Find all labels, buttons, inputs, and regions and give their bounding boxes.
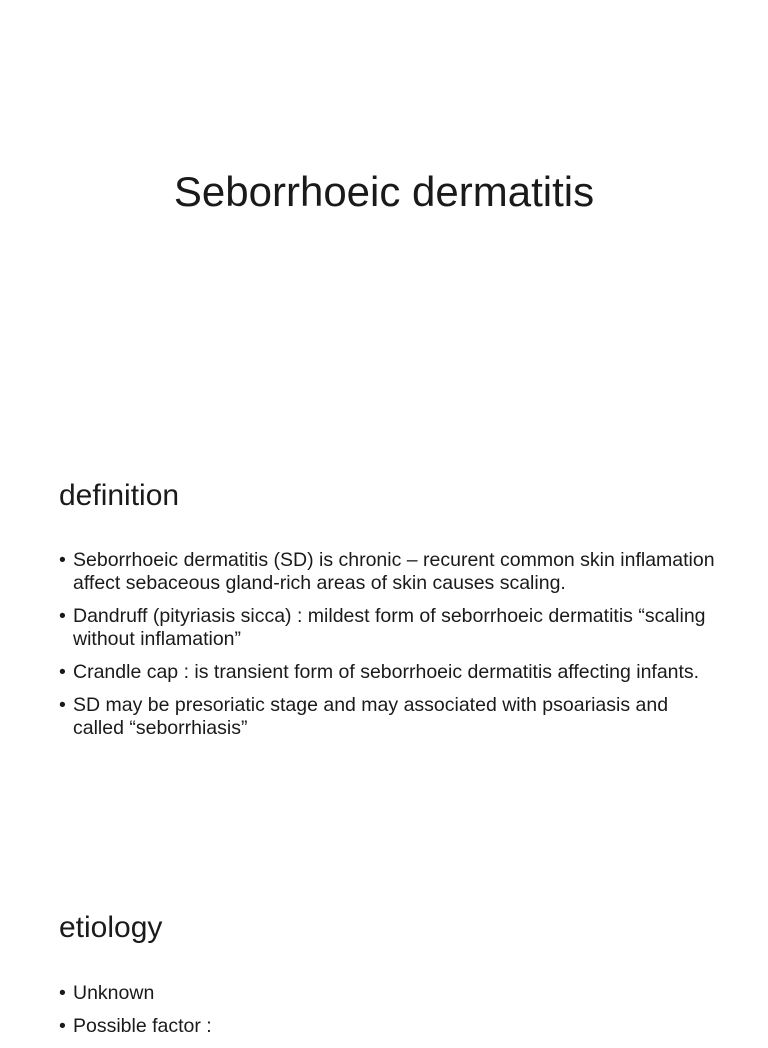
definition-heading: definition: [59, 479, 180, 512]
bullet-dot: •: [59, 605, 66, 627]
bullet-text: Possible factor :: [73, 1015, 212, 1037]
slide-title: [0, 0, 768, 432]
bullet-text: SD may be presoriatic stage and may associated with psoariasis and called “seborrhiasis”: [73, 694, 669, 739]
bullet-dot: •: [59, 661, 66, 683]
etiology-bullet-list: [59, 982, 719, 1048]
bullet-text: Unknown: [73, 982, 155, 1004]
definition-bullet-list: [59, 549, 719, 750]
bullet-text: Seborrhoeic dermatitis (SD) is chronic – recurent common skin inflamation affect sebaceous gland-rich areas of skin causes scaling.: [73, 549, 715, 594]
bullet-dot: •: [59, 1015, 66, 1037]
slide-etiology: [0, 864, 768, 1037]
bullet-item: [59, 605, 719, 651]
bullet-dot: •: [59, 982, 66, 1004]
bullet-item: [59, 661, 719, 684]
bullet-dot: •: [59, 549, 66, 571]
bullet-item: [59, 982, 719, 1005]
bullet-item: [59, 1015, 719, 1038]
etiology-heading: etiology: [59, 911, 163, 944]
bullet-text: Dandruff (pityriasis sicca) : mildest form of seborrhoeic dermatitis “scaling without inflamation”: [73, 605, 706, 650]
bullet-dot: •: [59, 694, 66, 716]
bullet-item: [59, 694, 719, 740]
slide-definition: [0, 432, 768, 864]
bullet-text: Crandle cap : is transient form of seborrhoeic dermatitis affecting infants.: [73, 661, 700, 683]
bullet-item: [59, 549, 719, 595]
slide-title-text: Seborrhoeic dermatitis: [173, 168, 595, 215]
